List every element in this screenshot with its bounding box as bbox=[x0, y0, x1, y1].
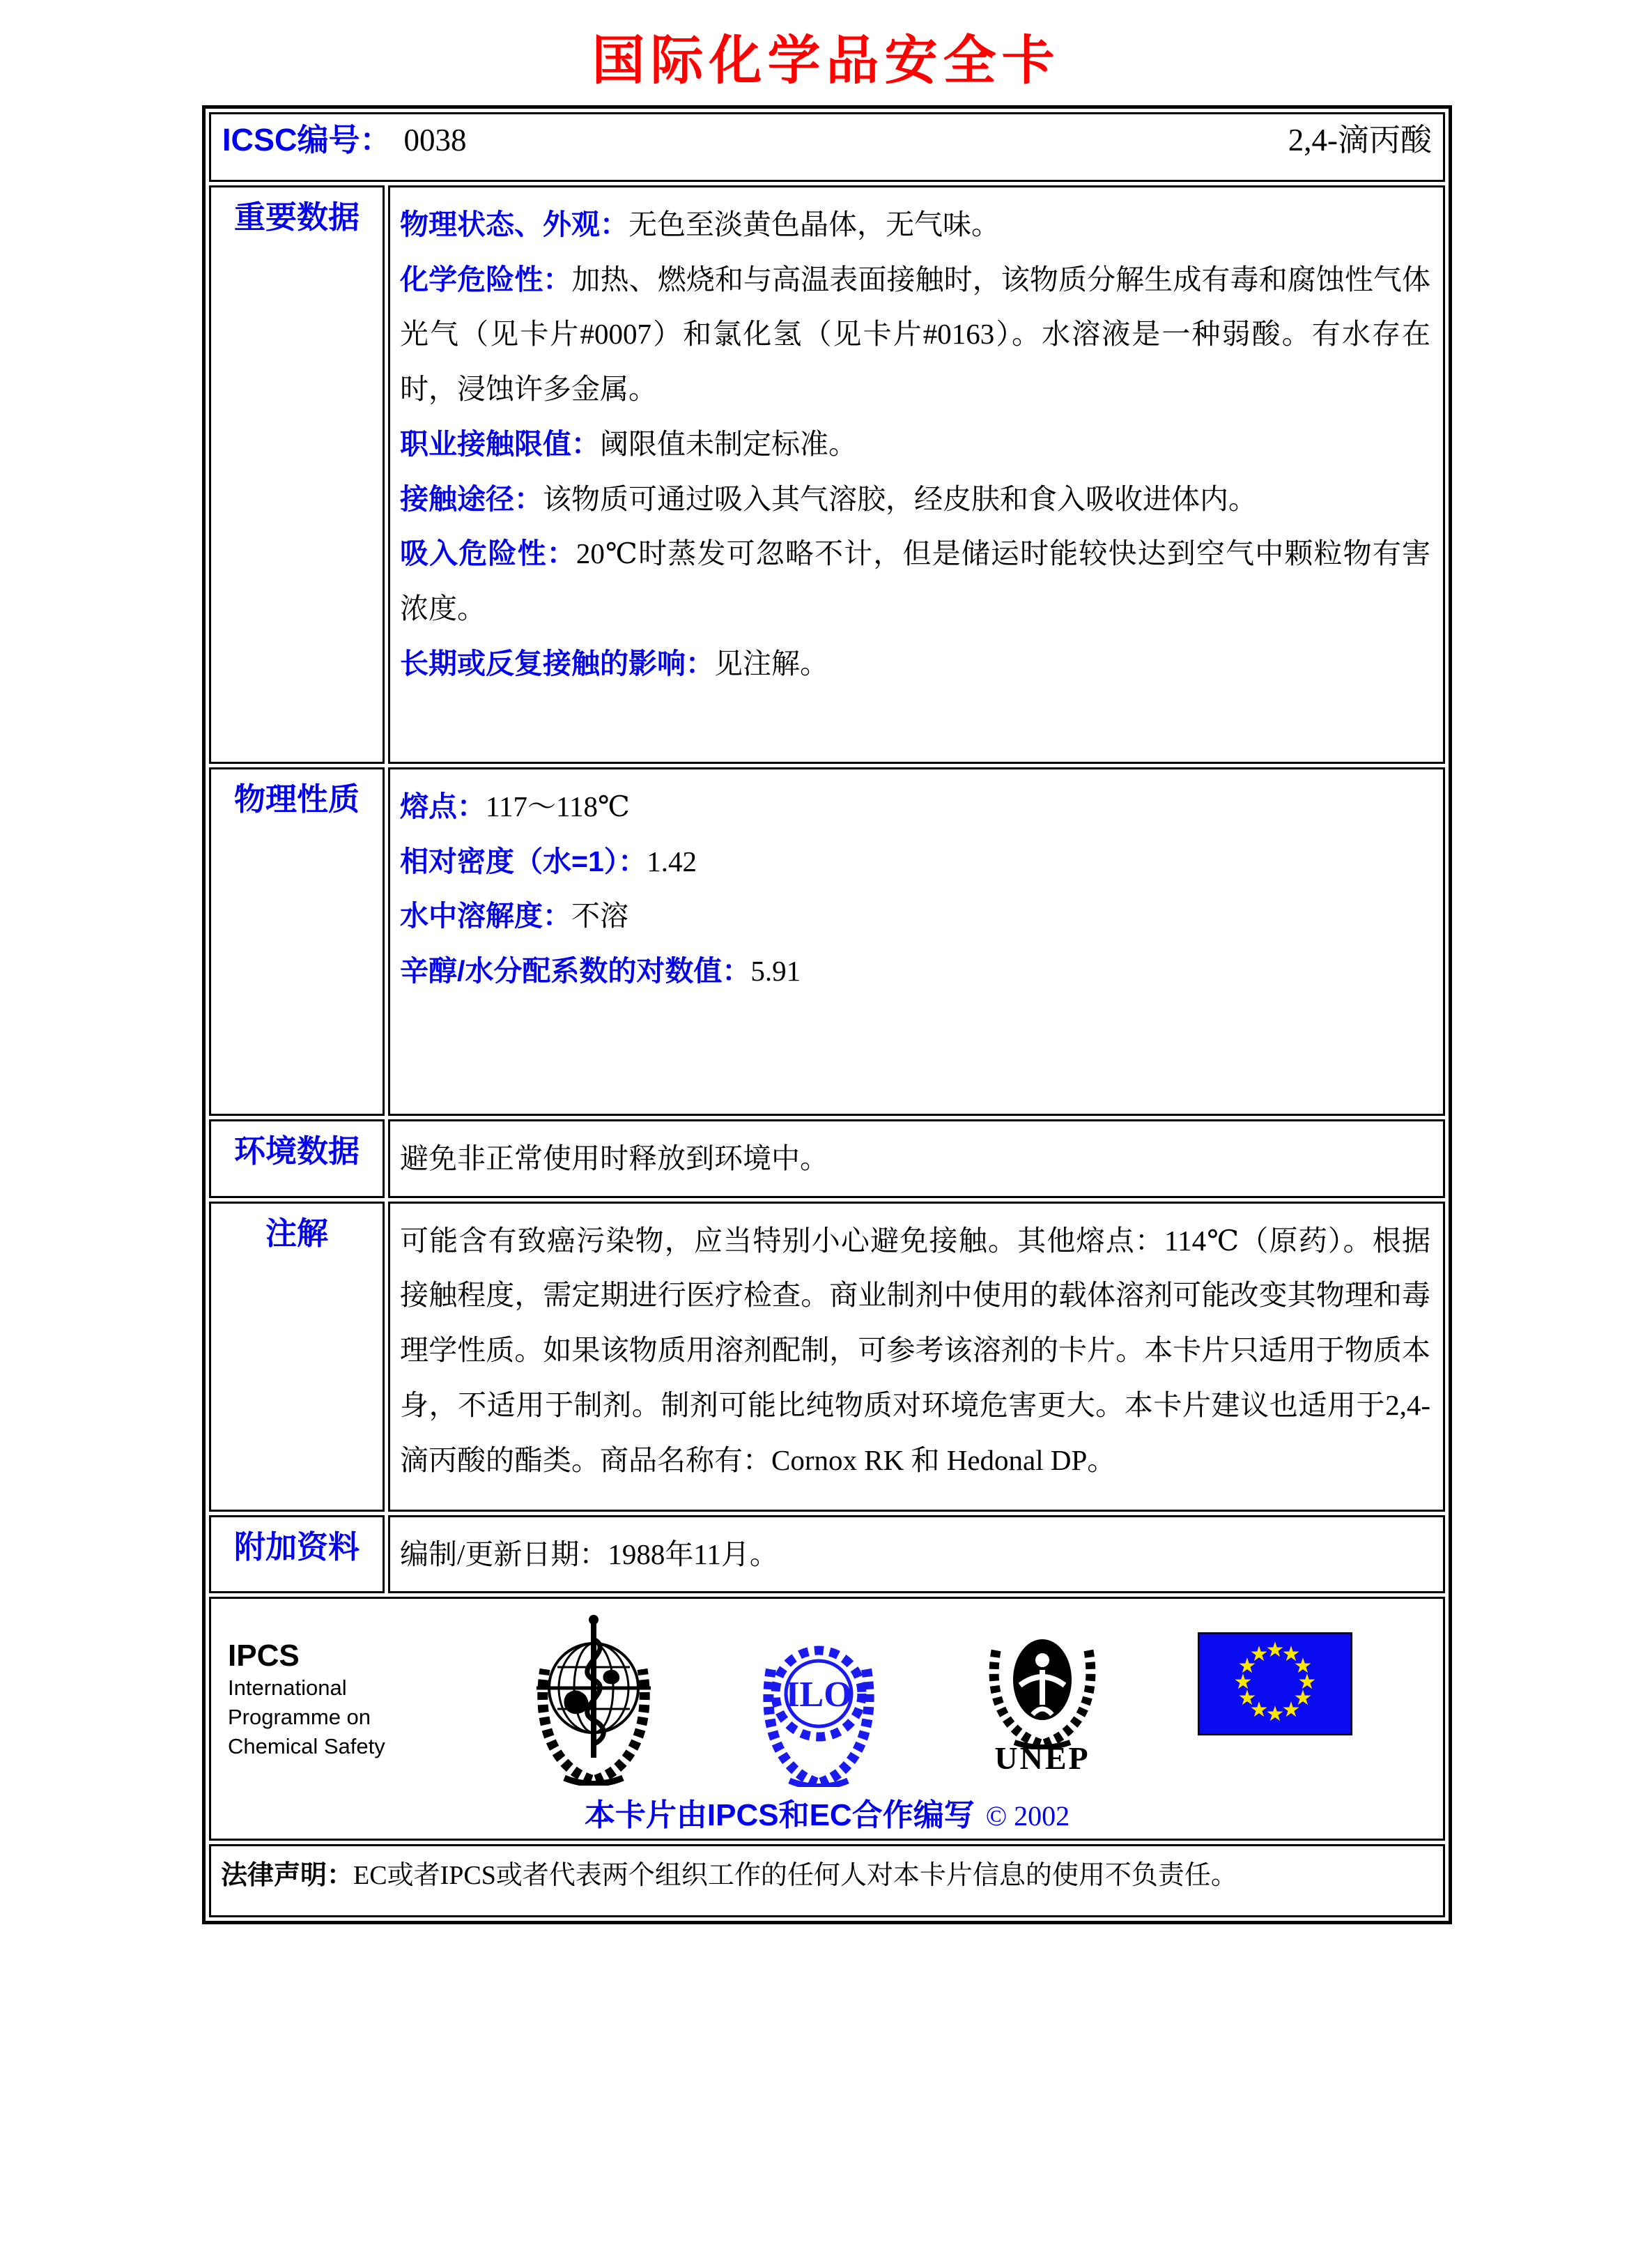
additional-info-row bbox=[209, 1515, 1445, 1594]
svg-text:★: ★ bbox=[1249, 1698, 1269, 1723]
important-item: 职业接触限值：阈限值未制定标准。 bbox=[400, 427, 857, 460]
chemical-name: 2,4-滴丙酸 bbox=[1288, 123, 1432, 158]
svg-text:★: ★ bbox=[1297, 1670, 1317, 1695]
physical-item: 辛醇/水分配系数的对数值：5.91 bbox=[400, 955, 801, 988]
notes-row bbox=[209, 1202, 1445, 1512]
additional-info-content: 编制/更新日期：1988年11月。 bbox=[388, 1515, 1445, 1594]
credit-text: 本卡片由IPCS和EC合作编写 bbox=[584, 1798, 975, 1833]
ipcs-line: Chemical Safety bbox=[228, 1733, 385, 1758]
additional-info-label: 附加资料 bbox=[209, 1515, 385, 1594]
important-item: 长期或反复接触的影响：见注解。 bbox=[400, 647, 828, 680]
safety-card-table bbox=[202, 105, 1452, 1924]
legal-row bbox=[209, 1844, 1445, 1917]
logos-row bbox=[209, 1597, 1445, 1841]
icsc-number-label: ICSC编号： bbox=[222, 122, 392, 158]
ipcs-acronym: IPCS bbox=[228, 1639, 300, 1673]
svg-text:★: ★ bbox=[1281, 1698, 1301, 1723]
credit-line bbox=[211, 1790, 1443, 1834]
physical-item: 水中溶解度：不溶 bbox=[400, 900, 628, 933]
ipcs-line: Programme on bbox=[228, 1704, 371, 1729]
important-item: 化学危险性：加热、燃烧和与高温表面接触时，该物质分解生成有毒和腐蚀性气体光气（见卡片#0007）和氯化氢（见卡片#0163）。水溶液是一种弱酸。有水存在时，浸蚀许多金属。 bbox=[400, 263, 1430, 406]
svg-text:★: ★ bbox=[1265, 1702, 1285, 1727]
notes-label: 注解 bbox=[209, 1202, 385, 1512]
environmental-data-content: 避免非正常使用时释放到环境中。 bbox=[388, 1119, 1445, 1198]
legal-text: EC或者IPCS或者代表两个组织工作的任何人对本卡片信息的使用不负责任。 bbox=[353, 1861, 1237, 1891]
icsc-number-value: 0038 bbox=[403, 123, 467, 158]
environmental-data-row bbox=[209, 1119, 1445, 1198]
svg-text:★: ★ bbox=[1237, 1686, 1257, 1711]
physical-item: 相对密度（水=1）：1.42 bbox=[400, 845, 697, 877]
eu-flag-icon bbox=[1198, 1632, 1352, 1735]
unep-logo-block bbox=[974, 1606, 1111, 1777]
physical-properties-row bbox=[209, 767, 1445, 1116]
important-data-content bbox=[388, 185, 1445, 764]
logos-cell bbox=[209, 1597, 1445, 1841]
svg-text:★: ★ bbox=[1233, 1670, 1253, 1695]
ipcs-line: International bbox=[228, 1675, 347, 1700]
ilo-logo-icon bbox=[750, 1611, 887, 1787]
physical-item: 熔点：117～118℃ bbox=[400, 790, 630, 822]
svg-text:★: ★ bbox=[1281, 1642, 1301, 1667]
svg-text:★: ★ bbox=[1237, 1654, 1257, 1679]
important-item: 吸入危险性：20℃时蒸发可忽略不计，但是储运时能较快达到空气中颗粒物有害浓度。 bbox=[400, 537, 1430, 625]
header-row bbox=[209, 112, 1445, 182]
important-data-label: 重要数据 bbox=[209, 185, 385, 764]
physical-properties-label: 物理性质 bbox=[209, 767, 385, 1116]
ipcs-text-block bbox=[228, 1639, 437, 1761]
svg-text:★: ★ bbox=[1249, 1642, 1269, 1667]
page-title: 国际化学品安全卡 bbox=[592, 32, 1060, 91]
legal-cell bbox=[209, 1844, 1445, 1917]
legal-label: 法律声明： bbox=[221, 1861, 354, 1891]
header-cell bbox=[209, 112, 1445, 182]
icsc-number-group bbox=[222, 114, 467, 160]
svg-text:★: ★ bbox=[1265, 1638, 1285, 1663]
unep-logo-icon bbox=[974, 1613, 1111, 1749]
svg-text:★: ★ bbox=[1293, 1686, 1313, 1711]
important-data-row bbox=[209, 185, 1445, 764]
who-logo-icon bbox=[524, 1610, 663, 1786]
environmental-data-label: 环境数据 bbox=[209, 1119, 385, 1198]
copyright-text: © 2002 bbox=[985, 1800, 1070, 1832]
important-item: 接触途径：该物质可通过吸入其气溶胶，经皮肤和食入吸收进体内。 bbox=[400, 482, 1257, 515]
physical-properties-content bbox=[388, 767, 1445, 1116]
important-item: 物理状态、外观：无色至淡黄色晶体，无气味。 bbox=[400, 208, 1000, 240]
unep-caption: UNEP bbox=[994, 1740, 1090, 1777]
ilo-letters: ILO bbox=[785, 1675, 852, 1715]
notes-content: 可能含有致癌污染物，应当特别小心避免接触。其他熔点：114℃（原药）。根据接触程度，需定期进行医疗检查。商业制剂中使用的载体溶剂可能改变其物理和毒理学性质。如果该物质用溶剂配制，可参考该溶剂的卡片。本卡片只适用于物质本身，不适用于制剂。制剂可能比纯物质对环境危害更大。本卡片建议也适用于2,4-滴丙酸的酯类。商品名称有：Cornox RK 和 Hedonal DP。 bbox=[388, 1202, 1445, 1512]
svg-text:★: ★ bbox=[1293, 1654, 1313, 1679]
